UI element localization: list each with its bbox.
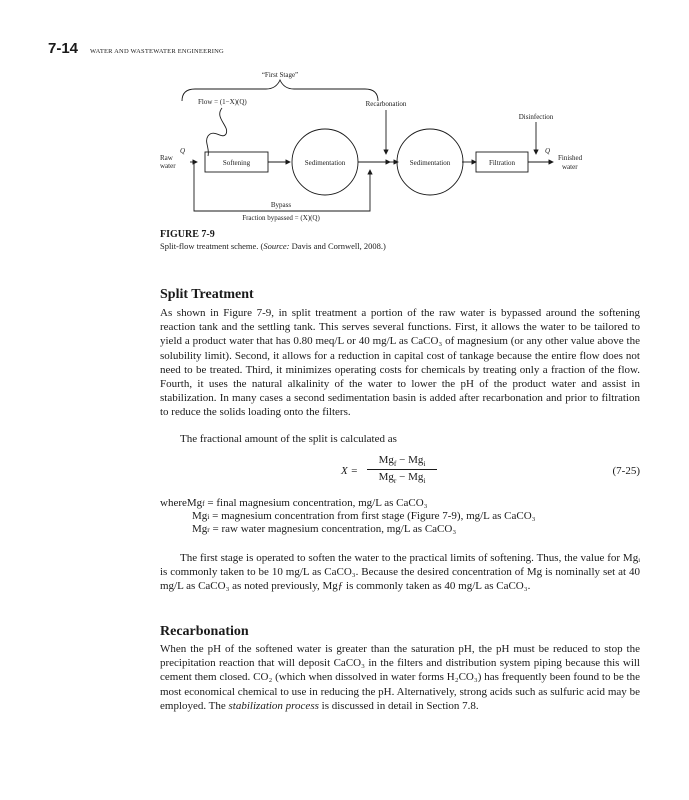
paragraph-split-treatment: As shown in Figure 7-9, in split treatment a portion of the raw water is bypassed around the softening reaction tank and the settling tank. This serves several functions. First, it allows the water to be tailored to yield a product water that has 0.80 meq/L or 40 mg/L as CaCO₃ of magnesium (or any other value above the solubility limit). Second, it allows for a reduction in capital cost of tankage because the entire flow does not need to be treated. Third, it minimizes operating costs for chemicals by treating only a fraction of the flow. Fourth, it uses the natural alkalinity of the water to lower the pH of the product water and assist in stabilization. In many cases a second sedimentation basin is added after recarbonation and prior to filtration to reduce the solids loading onto the filters. — [160, 307, 640, 419]
page-number: 7-14 — [48, 40, 79, 57]
finished-water-label: water — [562, 163, 578, 171]
flow-label: Flow = (1−X)(Q) — [198, 98, 247, 106]
recarbonation-label: Recarbonation — [365, 100, 407, 108]
equation-lhs: X = — [341, 465, 358, 477]
finished-label: Finished — [558, 154, 583, 162]
paragraph-recarbonation: When the pH of the softened water is greater than the saturation pH, the pH must be reduced to stop the precipitation reaction that will deposit CaCO₃ in the filters and distribution system piping because this will cement them closed. CO₂ (which when dissolved in water forms H₂CO₃) has frequently been found to be the most economical chemical to use in reducing the pH. Alternatively, strong acids such as sulfuric acid may be employed. The stabilization process is discussed in detail in Section 7.8. — [160, 643, 640, 712]
flow-leader — [207, 108, 227, 156]
raw-water-label: water — [160, 162, 176, 170]
softening-label: Softening — [222, 159, 251, 167]
filtration-label: Filtration — [488, 159, 516, 167]
section-heading-recarbonation: Recarbonation — [160, 624, 249, 639]
equation-denominator: $Mg_r - Mg_i$ — [378, 471, 426, 486]
equation-fraction — [367, 454, 437, 485]
variable-definitions — [160, 497, 536, 536]
sedimentation-2-label: Sedimentation — [409, 159, 451, 167]
bypass-label: Bypass — [270, 201, 292, 209]
equation-numerator: $Mg_f - Mg_i$ — [367, 454, 437, 470]
section-heading-split-treatment: Split Treatment — [160, 287, 254, 302]
figure-caption: Split-flow treatment scheme. (Source: Davis and Cornwell, 2008.) — [160, 241, 386, 251]
paragraph-first-stage: The first stage is operated to soften the water to the practical limits of softening. Thus, the value for Mgᵢ is commonly taken to be 10 mg/L as CaCO₃. Because the desired concentration of Mg is nominally set at 40 mg/L as CaCO₃ as noted previously, Mgƒ is commonly taken as 40 mg/L as CaCO₃. — [160, 552, 640, 593]
first-stage-label: “First Stage” — [261, 71, 299, 79]
definition-mgr: Mg r = raw water magnesium concentration, mg/L as CaCO₃ — [192, 523, 457, 535]
definition-mgf: where Mg f = final magnesium concentration, mg/L as CaCO₃ — [160, 497, 428, 509]
disinfection-label: Disinfection — [518, 113, 554, 121]
equation-number: (7-25) — [612, 465, 640, 477]
equation-7-25 — [160, 454, 640, 490]
sedimentation-1-label: Sedimentation — [304, 159, 346, 167]
figure-label: FIGURE 7-9 — [160, 229, 215, 240]
raw-label: Raw — [160, 154, 173, 162]
fraction-bypassed-label: Fraction bypassed = (X)(Q) — [242, 214, 320, 222]
definition-mgi: Mg i = magnesium concentration from first stage (Figure 7-9), mg/L as CaCO₃ — [192, 510, 536, 522]
split-flow-diagram — [0, 0, 689, 230]
q-out-label: Q — [545, 147, 551, 155]
q-in-label: Q — [180, 147, 186, 155]
running-head: WATER AND WASTEWATER ENGINEERING — [90, 48, 224, 55]
paragraph-fractional-split: The fractional amount of the split is calculated as — [180, 433, 397, 445]
